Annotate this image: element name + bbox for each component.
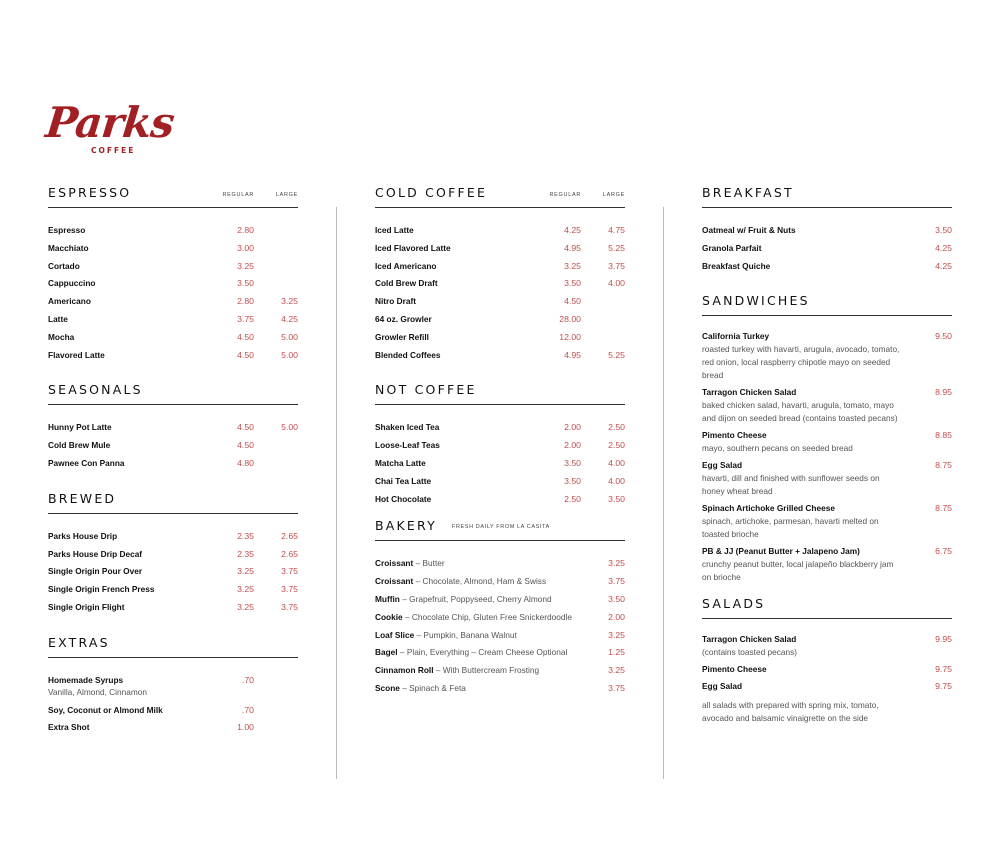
large-price: 5.25 — [608, 349, 625, 360]
item-description: crunchy peanut butter, local jalapeño blackberry jam on brioche — [702, 559, 894, 583]
item-name: Hot Chocolate — [375, 493, 432, 504]
menu-item — [375, 455, 625, 473]
regular-price: 2.50 — [564, 493, 581, 504]
breakfast-section — [702, 185, 952, 275]
large-price: 4.75 — [608, 225, 625, 235]
item-price: 8.75 — [935, 503, 952, 514]
regular-price: 2.00 — [564, 422, 581, 433]
menu-item — [375, 555, 625, 573]
menu-item — [375, 419, 625, 437]
item-name: Single Origin French Press — [48, 584, 155, 595]
menu-item — [48, 455, 298, 473]
regular-price: 3.50 — [237, 278, 254, 289]
item-name: Cookie — [375, 611, 403, 622]
section-title: COLD COFFEE — [375, 185, 488, 200]
item-name: Macchiato — [48, 242, 89, 253]
item-description: – Butter — [413, 558, 445, 569]
item-name: Bagel — [375, 647, 398, 658]
item-name: Spinach Artichoke Grilled Cheese — [702, 503, 835, 514]
column-divider — [336, 207, 337, 779]
item-name: Blended Coffees — [375, 349, 441, 360]
menu-item — [48, 702, 298, 720]
menu-item — [48, 311, 298, 329]
menu-item — [375, 573, 625, 591]
section-header — [375, 518, 625, 541]
section-title: SEASONALS — [48, 382, 143, 398]
large-price: 5.00 — [281, 331, 298, 342]
regular-price: 2.00 — [564, 440, 581, 451]
large-price: 3.25 — [281, 296, 298, 307]
menu-item — [48, 528, 298, 546]
menu-item — [375, 222, 625, 240]
item-price: 2.00 — [608, 611, 625, 622]
large-price: 2.50 — [608, 440, 625, 451]
menu-item — [702, 386, 952, 425]
item-name: Egg Salad — [702, 681, 743, 692]
large-price: 3.75 — [281, 601, 298, 612]
menu-item — [48, 258, 298, 276]
regular-price: 4.80 — [237, 457, 254, 468]
item-name: Oatmeal w/ Fruit & Nuts — [702, 225, 796, 235]
menu-item — [48, 240, 298, 258]
item-price: 3.50 — [935, 225, 952, 235]
regular-price: 3.75 — [237, 313, 254, 324]
item-description: – Spinach & Feta — [399, 682, 466, 693]
section-title: EXTRAS — [48, 634, 110, 650]
item-description: roasted turkey with havarti, arugula, avocado, tomato, red onion, local raspberry chipotle mayo on seeded bread — [702, 344, 900, 381]
menu-item — [702, 330, 952, 382]
item-name: Loose-Leaf Teas — [375, 440, 440, 451]
large-column-label: LARGE — [275, 192, 298, 198]
item-price: 3.50 — [608, 593, 625, 604]
menu-column-left — [48, 185, 298, 737]
item-name: Single Origin Flight — [48, 601, 125, 612]
menu-item — [48, 419, 298, 437]
menu-item — [48, 275, 298, 293]
bakery-section — [375, 518, 625, 697]
item-name: Egg Salad — [702, 460, 743, 471]
item-name: Extra Shot — [48, 722, 90, 733]
large-price: 4.00 — [608, 475, 625, 486]
item-name: Loaf Slice — [375, 629, 415, 640]
menu-item — [48, 719, 298, 737]
item-price: 3.25 — [608, 665, 625, 676]
regular-price: 3.00 — [237, 242, 254, 253]
menu-item — [48, 347, 298, 365]
item-name: Nitro Draft — [375, 296, 417, 307]
large-price: 4.00 — [608, 278, 625, 289]
menu-item — [375, 591, 625, 609]
item-description: – Chocolate Chip, Gluten Free Snickerdoodle — [402, 611, 572, 622]
salads-note: all salads with prepared with spring mix, tomato, avocado and balsamic vinaigrette on the side — [702, 700, 879, 724]
item-name: Scone — [375, 682, 400, 693]
item-description: – Grapefruit, Poppyseed, Cherry Almond — [399, 593, 552, 604]
item-name: Chai Tea Latte — [375, 475, 432, 486]
item-name: Flavored Latte — [48, 349, 105, 360]
item-name: Tarragon Chicken Salad — [702, 387, 797, 398]
item-price: 9.95 — [935, 634, 952, 645]
item-name: Iced Americano — [375, 260, 437, 271]
not-coffee-section — [375, 382, 625, 508]
regular-price: 3.25 — [237, 584, 254, 595]
menu-item — [702, 545, 952, 584]
menu-item — [375, 473, 625, 491]
regular-price: 3.25 — [237, 566, 254, 577]
menu-item — [375, 662, 625, 680]
large-price: 5.25 — [608, 242, 625, 253]
menu-item — [48, 222, 298, 240]
menu-column-right — [702, 185, 952, 725]
item-name: Pawnee Con Panna — [48, 457, 125, 468]
item-name: Tarragon Chicken Salad — [702, 634, 797, 645]
item-price: 3.25 — [608, 629, 625, 640]
item-price: 6.75 — [935, 546, 952, 557]
large-column-label: LARGE — [602, 192, 625, 198]
menu-item — [375, 680, 625, 698]
regular-price: 2.35 — [237, 530, 254, 541]
item-name: Espresso — [48, 225, 86, 235]
item-name: Parks House Drip Decaf — [48, 548, 143, 559]
large-price: 5.00 — [281, 422, 298, 433]
menu-item — [48, 437, 298, 455]
menu-item — [375, 258, 625, 276]
large-price: 5.00 — [281, 349, 298, 360]
item-description: baked chicken salad, havarti, arugula, tomato, mayo and dijon on seeded bread (contains toasted pecans) — [702, 400, 898, 424]
menu-item — [375, 329, 625, 347]
large-price: 4.00 — [608, 457, 625, 468]
item-name: Cold Brew Draft — [375, 278, 438, 289]
regular-price: 4.50 — [237, 349, 254, 360]
item-price: 8.85 — [935, 430, 952, 441]
menu-item — [375, 609, 625, 627]
item-name: Iced Flavored Latte — [375, 242, 451, 253]
menu-column-middle — [375, 185, 625, 698]
regular-price: 3.25 — [237, 260, 254, 271]
regular-price: 4.50 — [237, 440, 254, 451]
section-title: BREWED — [48, 490, 117, 506]
brewed-section — [48, 491, 298, 617]
regular-price: 4.50 — [237, 331, 254, 342]
item-name: Croissant — [375, 558, 414, 569]
menu-item — [702, 633, 952, 659]
item-description: – Pumpkin, Banana Walnut — [414, 629, 517, 640]
item-price: 3.25 — [608, 558, 625, 569]
regular-column-label: REGULAR — [549, 192, 581, 198]
item-price: 9.50 — [935, 331, 952, 342]
regular-price: 4.50 — [564, 296, 581, 307]
item-price: 4.25 — [935, 242, 952, 253]
item-name: Cappuccino — [48, 278, 96, 289]
item-name: Iced Latte — [375, 225, 414, 235]
logo-subtitle: COFFEE — [91, 146, 136, 155]
item-price: 9.75 — [935, 664, 952, 675]
item-name: Breakfast Quiche — [702, 260, 771, 271]
menu-item — [702, 222, 952, 240]
item-name: Homemade Syrups — [48, 674, 124, 685]
menu-item — [375, 627, 625, 645]
item-name: Croissant — [375, 576, 414, 587]
large-price: 2.65 — [281, 530, 298, 541]
regular-price: 3.25 — [564, 260, 581, 271]
section-title: SANDWICHES — [702, 293, 810, 309]
item-name: Cortado — [48, 260, 80, 271]
item-description: mayo, southern pecans on seeded bread — [702, 443, 853, 454]
item-price: 8.75 — [935, 460, 952, 471]
menu-item — [48, 329, 298, 347]
item-name: Granola Parfait — [702, 242, 762, 253]
sandwiches-section — [702, 293, 952, 584]
regular-column-label: REGULAR — [222, 192, 254, 198]
section-header — [702, 596, 952, 619]
menu-item — [702, 459, 952, 498]
item-name: Growler Refill — [375, 331, 429, 342]
item-name: Pimento Cheese — [702, 664, 767, 675]
item-name: Pimento Cheese — [702, 430, 767, 441]
menu-item — [48, 581, 298, 599]
item-name: Americano — [48, 296, 91, 307]
item-price: 8.95 — [935, 387, 952, 398]
section-note: FRESH DAILY FROM LA CASITA — [452, 524, 550, 531]
section-header — [702, 293, 952, 316]
regular-price: 4.95 — [564, 349, 581, 360]
menu-item — [48, 546, 298, 564]
menu-item — [375, 275, 625, 293]
item-price: 1.25 — [608, 647, 625, 658]
salads-section — [702, 596, 952, 725]
item-name: Muffin — [375, 593, 400, 604]
menu-item — [702, 680, 952, 693]
section-header — [48, 185, 298, 208]
item-name: Single Origin Pour Over — [48, 566, 143, 577]
section-title: BREAKFAST — [702, 185, 794, 200]
section-header — [702, 185, 952, 208]
menu-item — [702, 502, 952, 541]
section-header — [48, 635, 298, 658]
item-name: 64 oz. Growler — [375, 313, 432, 324]
column-divider — [663, 207, 664, 779]
menu-item — [375, 240, 625, 258]
item-description: – Plain, Everything – Cream Cheese Optional — [397, 647, 568, 658]
menu-item — [702, 258, 952, 276]
item-name: Matcha Latte — [375, 457, 426, 468]
menu-item — [48, 293, 298, 311]
item-description: – Chocolate, Almond, Ham & Swiss — [413, 576, 547, 587]
menu-item — [375, 437, 625, 455]
parks-coffee-logo — [43, 98, 177, 158]
cold-coffee-section — [375, 185, 625, 364]
item-name: Shaken Iced Tea — [375, 422, 440, 433]
item-price: 3.75 — [608, 576, 625, 587]
item-price: 4.25 — [935, 260, 952, 271]
large-price: 4.25 — [281, 313, 298, 324]
large-price: 3.75 — [281, 566, 298, 577]
regular-price: 3.50 — [564, 278, 581, 289]
menu-item — [702, 663, 952, 676]
menu-item — [375, 491, 625, 509]
regular-price: 4.25 — [564, 225, 581, 235]
large-price: 3.50 — [608, 493, 625, 504]
item-description: spinach, artichoke, parmesan, havarti melted on toasted brioche — [702, 516, 879, 540]
item-name: Cinnamon Roll — [375, 665, 434, 676]
regular-price: 3.50 — [564, 457, 581, 468]
item-price: 9.75 — [935, 681, 952, 692]
section-header — [375, 382, 625, 405]
section-header — [48, 382, 298, 405]
item-name: Latte — [48, 313, 68, 324]
item-description: havarti, dill and finished with sunflower seeds on honey wheat bread — [702, 473, 880, 497]
section-header — [48, 491, 298, 514]
extras-section — [48, 635, 298, 737]
regular-price: 2.35 — [237, 548, 254, 559]
item-name: Hunny Pot Latte — [48, 422, 112, 433]
seasonals-section — [48, 382, 298, 472]
menu-item — [375, 293, 625, 311]
item-name: Cold Brew Mule — [48, 440, 111, 451]
section-title: SALADS — [702, 596, 766, 612]
item-name: California Turkey — [702, 331, 770, 342]
section-title: ESPRESSO — [48, 185, 132, 200]
menu-item — [48, 599, 298, 617]
item-name: Mocha — [48, 331, 75, 342]
regular-price: .70 — [241, 674, 254, 685]
regular-price: 12.00 — [559, 331, 581, 342]
large-price: 2.50 — [608, 422, 625, 433]
menu-item — [702, 429, 952, 455]
regular-price: .70 — [241, 704, 254, 715]
regular-price: 2.80 — [237, 296, 254, 307]
regular-price: 2.80 — [237, 225, 254, 235]
menu-item — [375, 311, 625, 329]
item-price: 3.75 — [608, 682, 625, 693]
regular-price: 4.50 — [237, 422, 254, 433]
logo-script: Parks — [43, 98, 177, 147]
item-name: Soy, Coconut or Almond Milk — [48, 704, 163, 715]
item-description: (contains toasted pecans) — [702, 647, 798, 658]
large-price: 3.75 — [281, 584, 298, 595]
regular-price: 1.00 — [237, 722, 254, 733]
regular-price: 3.50 — [564, 475, 581, 486]
menu-item — [702, 240, 952, 258]
large-price: 3.75 — [608, 260, 625, 271]
item-name: PB & JJ (Peanut Butter + Jalapeno Jam) — [702, 546, 860, 557]
menu-item — [375, 644, 625, 662]
regular-price: 28.00 — [559, 313, 581, 324]
large-price: 2.65 — [281, 548, 298, 559]
section-title: NOT COFFEE — [375, 382, 477, 398]
regular-price: 3.25 — [237, 601, 254, 612]
item-name: Parks House Drip — [48, 530, 118, 541]
item-description: Vanilla, Almond, Cinnamon — [48, 686, 148, 697]
menu-item — [375, 347, 625, 365]
menu-item — [48, 563, 298, 581]
section-header — [375, 185, 625, 208]
section-title: BAKERY — [375, 518, 437, 534]
item-description: – With Buttercream Frosting — [433, 665, 540, 676]
espresso-section — [48, 185, 298, 364]
regular-price: 4.95 — [564, 242, 581, 253]
menu-item — [48, 672, 298, 690]
